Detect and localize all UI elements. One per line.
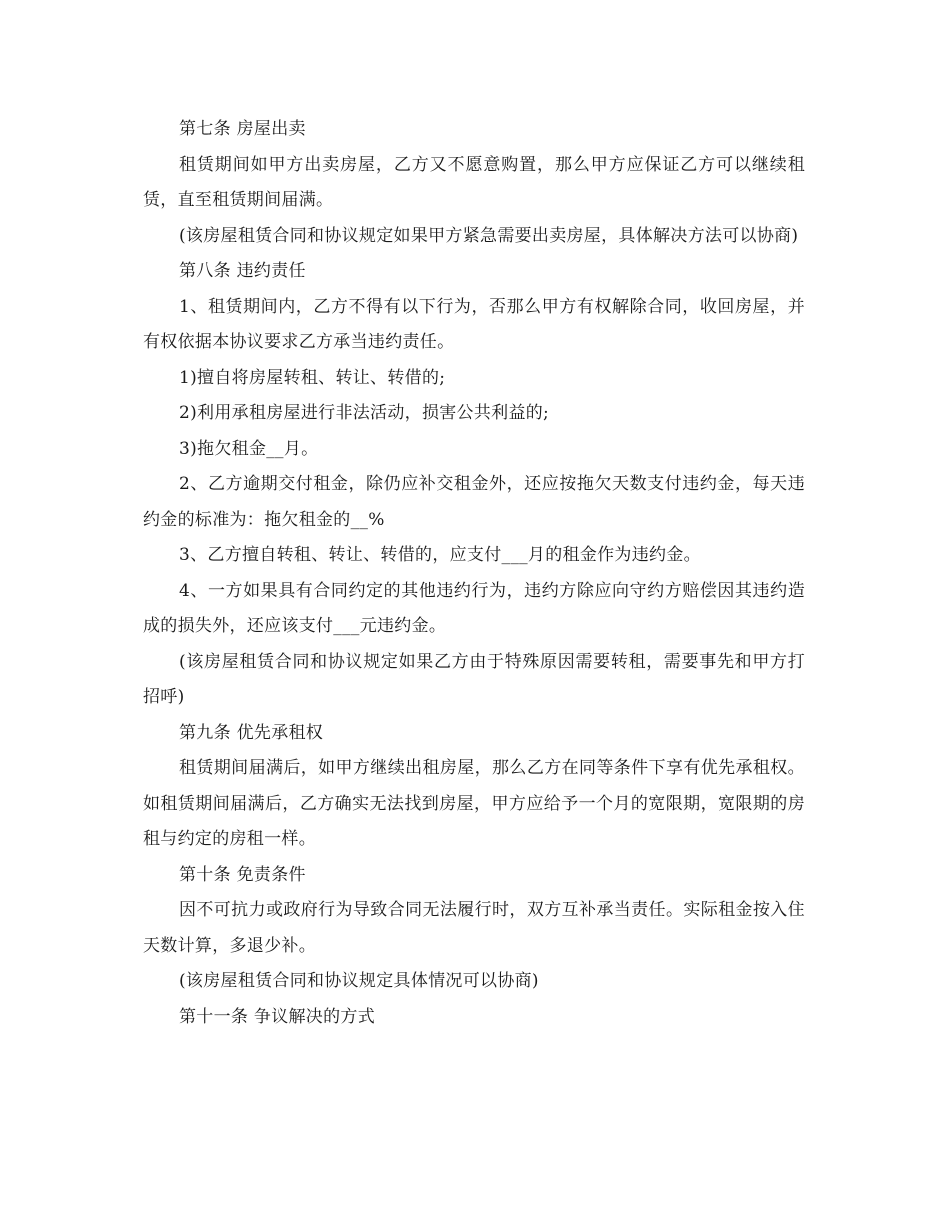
document-body <box>143 112 805 1035</box>
article-10-note: (该房屋租赁合同和协议规定具体情况可以协商) <box>179 971 539 991</box>
article-8-item-2: 2)利用承租房屋进行非法活动，损害公共利益的; <box>179 403 550 423</box>
article-7-note: (该房屋租赁合同和协议规定如果甲方紧急需要出卖房屋，具体解决方法可以协商) <box>179 225 799 246</box>
article-8-clause-2: 2、乙方逾期交付租金，除仍应补交租金外，还应按拖欠天数支付违约金，每天违约金的标准为：拖欠租金的__% <box>143 474 805 530</box>
article-9-text: 租赁期间届满后，如甲方继续出租房屋，那么乙方在同等条件下享有优先承租权。如租赁期间届满后，乙方确实无法找到房屋，甲方应给予一个月的宽限期，宽限期的房租与约定的房租一样。 <box>143 758 805 849</box>
article-8-clause-4: 4、一方如果具有合同约定的其他违约行为，违约方除应向守约方赔偿因其违约造成的损失外，还应该支付___元违约金。 <box>143 580 805 636</box>
article-10-text: 因不可抗力或政府行为导致合同无法履行时，双方互补承当责任。实际租金按入住天数计算，多退少补。 <box>143 900 805 956</box>
article-8-item-3: 3)拖欠租金__月。 <box>179 438 319 459</box>
article-7-text: 租赁期间如甲方出卖房屋，乙方又不愿意购置，那么甲方应保证乙方可以继续租赁，直至租赁期间届满。 <box>143 154 805 210</box>
article-10-heading: 第十条 免责条件 <box>179 864 306 885</box>
article-8-clause-1: 1、租赁期间内，乙方不得有以下行为，否那么甲方有权解除合同，收回房屋，并有权依据本协议要求乙方承当违约责任。 <box>143 296 805 352</box>
article-8-note: (该房屋租赁合同和协议规定如果乙方由于特殊原因需要转租，需要事先和甲方打招呼) <box>143 651 805 707</box>
article-11-heading: 第十一条 争议解决的方式 <box>179 1006 376 1027</box>
article-8-item-1: 1)擅自将房屋转租、转让、转借的; <box>179 367 446 388</box>
article-8-clause-3: 3、乙方擅自转租、转让、转借的，应支付___月的租金作为违约金。 <box>179 545 701 565</box>
article-9-heading: 第九条 优先承租权 <box>179 722 324 743</box>
article-7-heading: 第七条 房屋出卖 <box>179 119 306 139</box>
article-8-heading: 第八条 违约责任 <box>179 261 306 281</box>
